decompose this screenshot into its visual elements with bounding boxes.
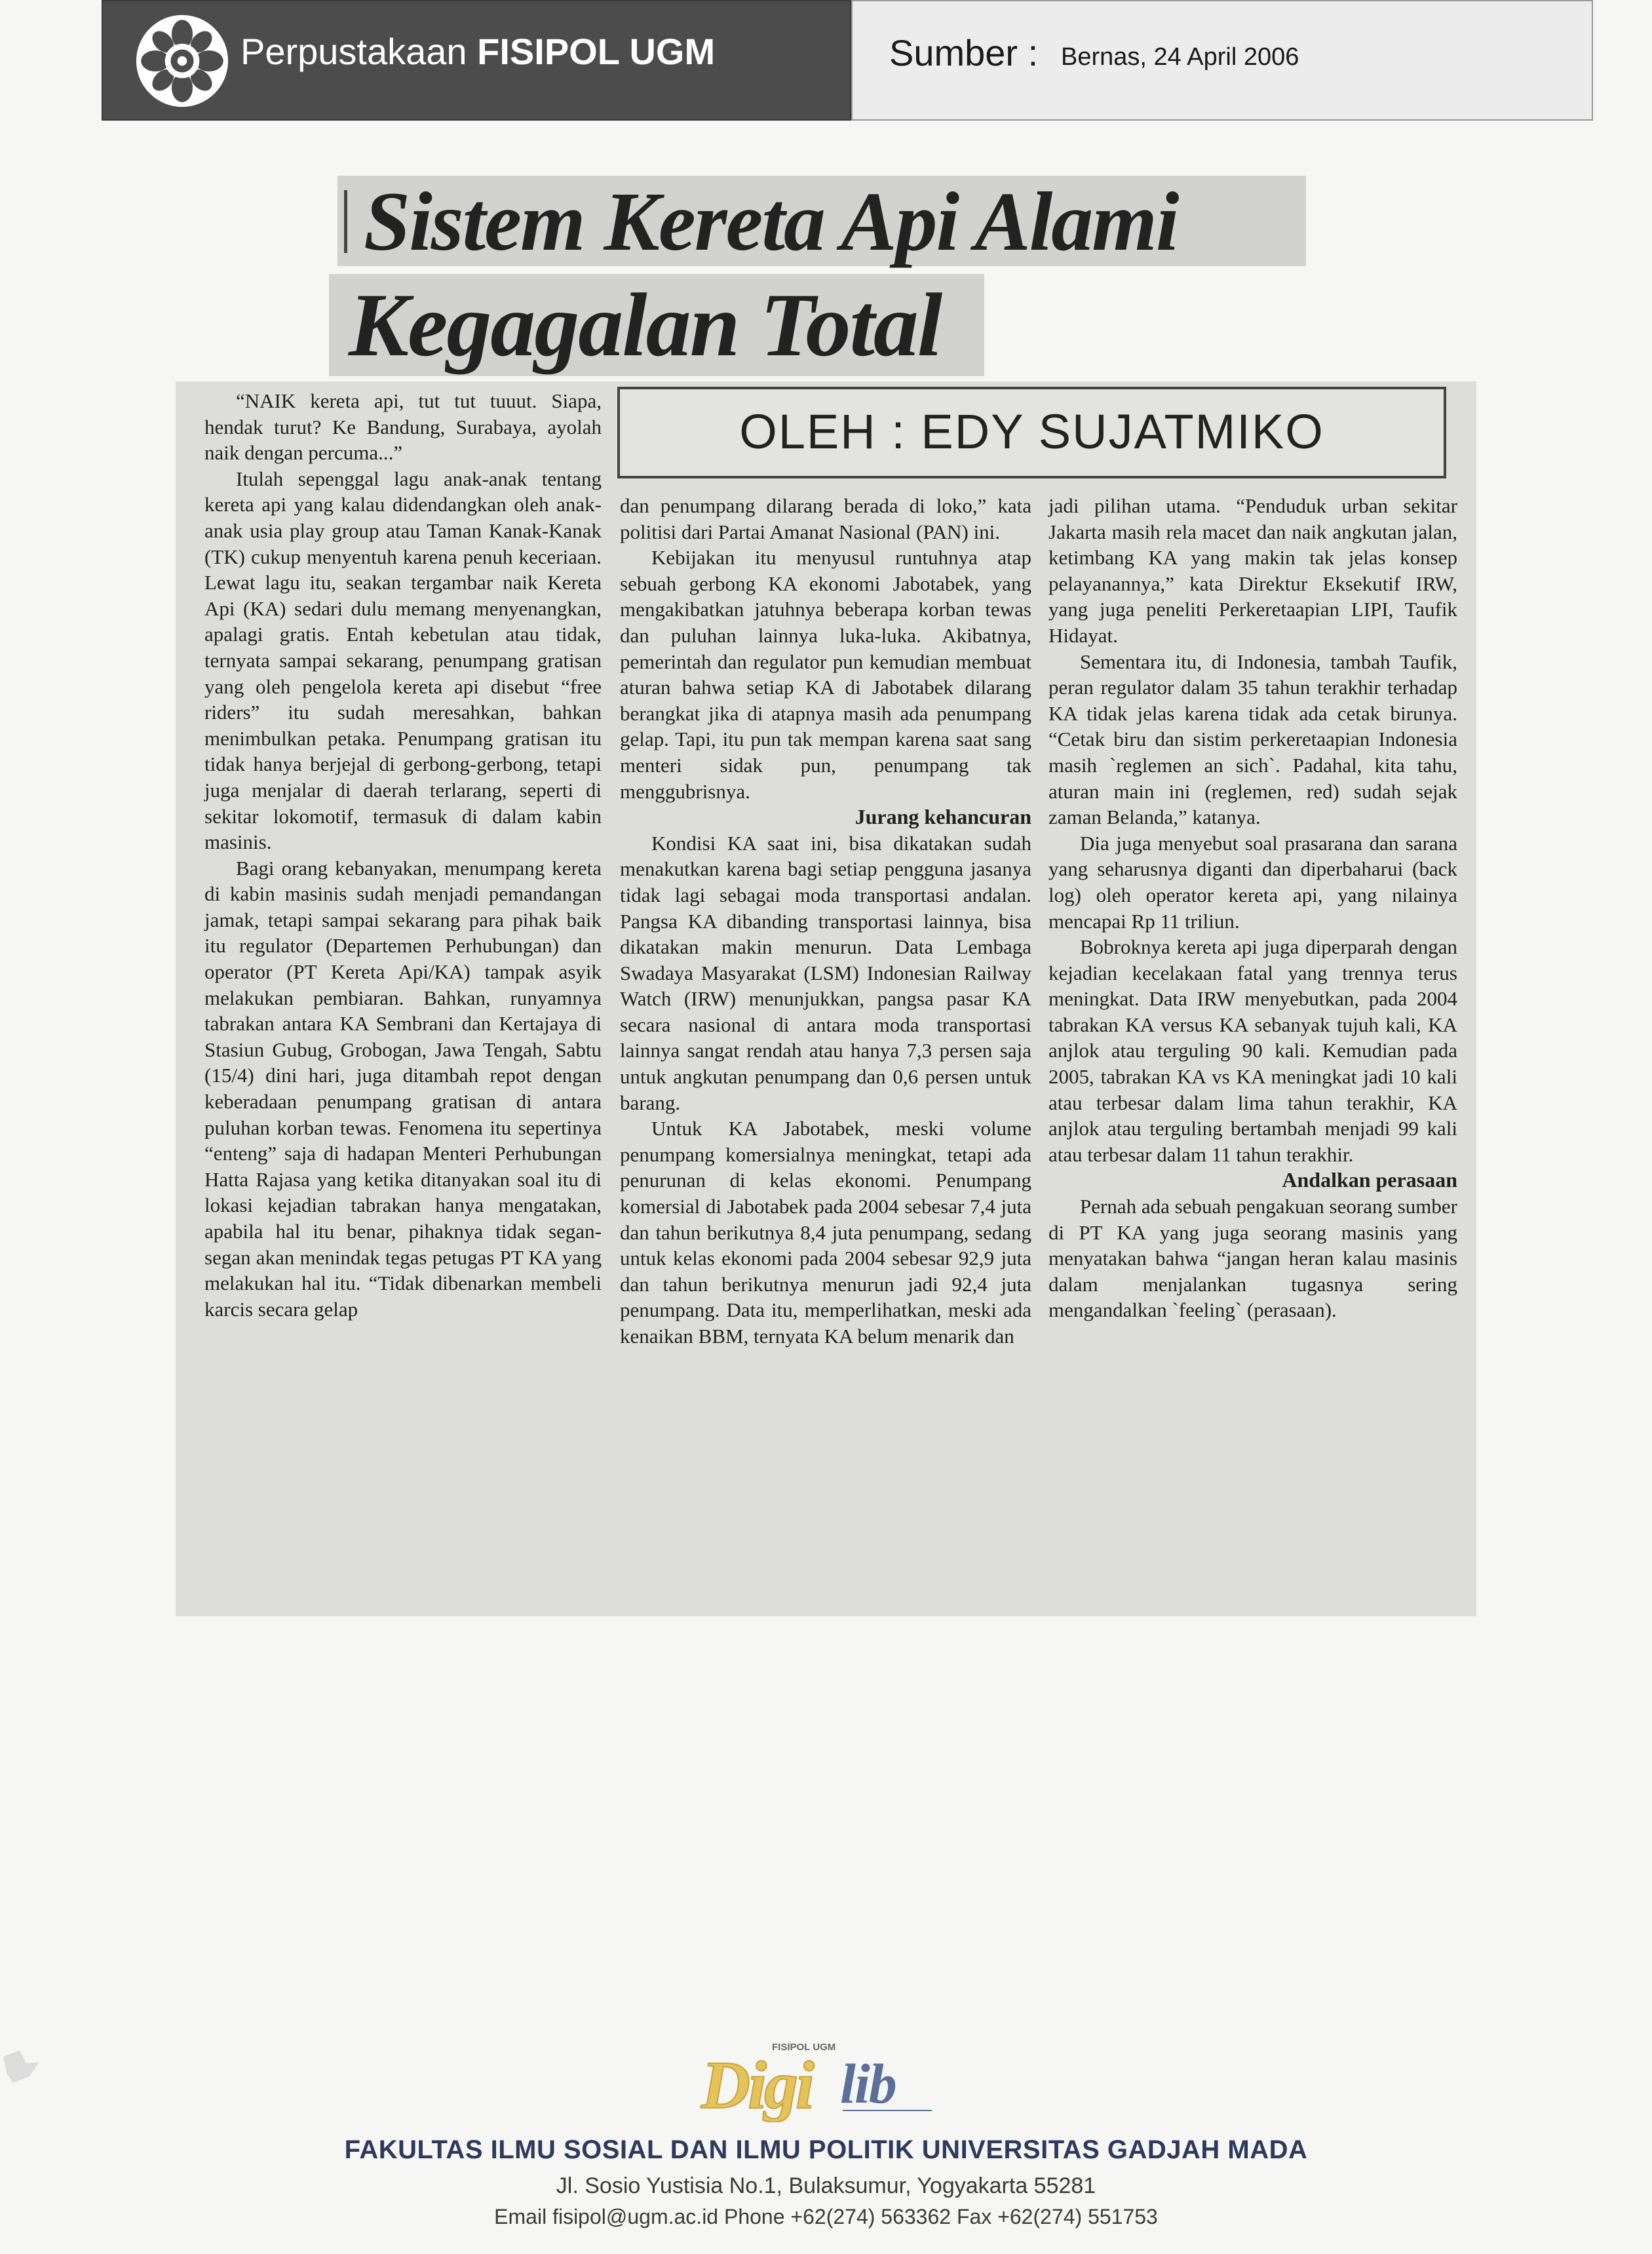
paragraph: “NAIK kereta api, tut tut tuuut. Siapa, hendak turut? Ke Bandung, Surabaya, ayolah naik dengan percuma...”	[204, 389, 602, 465]
paragraph: Bagi orang kebanyakan, menumpang kereta di kabin masinis sudah menjadi pemandangan jamak, tetapi sampai sekarang para pihak baik itu regulator (Departemen Perhubungan) dan operator (PT Kereta Api/KA) tampak asyik melakukan pembiaran. Bahkan, runyamnya tabrakan antara KA Sembrani dan Kertajaya di Stasiun Gubug, Grobogan, Jawa Tengah, Sabtu (15/4) dini hari, juga ditambah repot dengan keberadaan penumpang gratisan di antara puluhan korban tewas. Fenomena itu sepertinya “enteng” saja di hadapan Menteri Perhubungan Hatta Rajasa yang ketika ditanyakan soal itu di lokasi kejadian tabrakan hanya mengatakan, apabila hal itu benar, pihaknya tidak segan-segan akan menindak tegas petugas PT KA yang melakukan hal itu. “Tidak dibenarkan membeli karcis secara gelap	[204, 856, 602, 1321]
headline-line-2: Kegagalan Total	[349, 275, 942, 375]
article-column-1	[204, 388, 602, 1322]
library-name	[240, 30, 715, 73]
paragraph: Untuk KA Jabotabek, meski volume penumpang komersialnya meningkat, tetapi ada penurunan di kelas ekonomi. Penumpang komersial di Jabotabek pada 2004 sebesar 7,4 juta dan tahun berikutnya 8,4 juta penumpang, sedang untuk kelas ekonomi pada 2004 sebesar 92,9 juta dan tahun berikutnya menurun jadi 92,4 juta penumpang. Data itu, memperlihatkan, meski ada kenaikan BBM, ternyata KA belum menarik dan	[620, 1117, 1031, 1348]
faculty-address: Jl. Sosio Yustisia No.1, Bulaksumur, Yogyakarta 55281	[556, 2173, 1096, 2198]
ugm-seal-icon	[134, 13, 230, 109]
subheading: Andalkan perasaan	[1282, 1168, 1457, 1192]
paragraph: Itulah sepenggal lagu anak-anak tentang kereta api yang kalau didendangkan oleh anak-anak usia play group atau Taman Kanak-Kanak (TK) cukup menyentuh karena penuh keceriaan. Lewat lagu itu, seakan tergambar naik Kereta Api (KA) sedari dulu memang menyenangkan, apalagi gratis. Entah kebetulan atau tidak, ternyata sampai sekarang, penumpang gratisan yang oleh pengelola kereta api disebut “free riders” itu sudah meresahkan, bahkan menimbulkan petaka. Penumpang gratisan itu tidak hanya berjejal di gerbong-gerbong, tetapi juga menjalar di daerah terlarang, seperti di sekitar lokomotif, termasuk di dalam kabin masinis.	[204, 467, 602, 854]
paragraph: Kebijakan itu menyusul runtuhnya atap sebuah gerbong KA ekonomi Jabotabek, yang mengakibatkan jatuhnya beberapa korban tewas dan puluhan lainnya luka-luka. Akibatnya, pemerintah dan regulator pun kemudian membuat aturan bahwa setiap KA di Jabotabek dilarang berangkat jika di atapnya masih ada penumpang gelap. Tapi, itu pun tak mempan karena saat sang menteri sidak pun, penumpang tak menggubrisnya.	[620, 546, 1031, 803]
source-header	[851, 0, 1593, 121]
digilib-logo	[695, 2037, 944, 2122]
subheading: Jurang kehancuran	[855, 805, 1031, 829]
paragraph: Kondisi KA saat ini, bisa dikatakan sudah menakutkan karena bagi setiap pengguna jasanya tidak lagi sebagai moda transportasi andalan. Pangsa KA dibanding transportasi lainnya, bisa dikatakan makin menurun. Data Lembaga Swadaya Masyarakat (LSM) Indonesian Railway Watch (IRW) menunjukkan, pangsa pasar KA secara nasional di antara moda transportasi lainnya sangat rendah atau hanya 7,3 persen saja untuk angkutan penumpang dan 0,6 persen untuk barang.	[620, 831, 1031, 1114]
paragraph: jadi pilihan utama. “Penduduk urban sekitar Jakarta masih rela macet dan naik angkutan jalan, ketimbang KA yang makin tak jelas konsep pelayanannya,” kata Direktur Eksekutif IRW, yang juga peneliti Perkeretaapian LIPI, Taufik Hidayat.	[1048, 494, 1457, 647]
source-label: Sumber :	[889, 32, 1039, 73]
article-column-3	[1048, 493, 1457, 1323]
scan-smudge	[0, 2044, 46, 2096]
paragraph: Bobroknya kereta api juga diperparah dengan kejadian kecelakaan fatal yang trennya terus meningkat. Data IRW menyebutkan, pada 2004 tabrakan KA versus KA sebanyak tujuh kali, KA anjlok atau terguling 90 kali. Kemudian pada 2005, tabrakan KA vs KA meningkat jadi 10 kali atau terbesar dalam lima tahun terakhir, KA anjlok atau terguling bertambah menjadi 99 kali atau terbesar dalam 11 tahun terakhir.	[1048, 935, 1457, 1166]
library-prefix: Perpustakaan	[240, 31, 467, 72]
faculty-contact: Email fisipol@ugm.ac.id Phone +62(274) 563362 Fax +62(274) 551753	[494, 2205, 1158, 2228]
digilib-logo-lib: lib	[840, 2052, 896, 2115]
faculty-name: FAKULTAS ILMU SOSIAL DAN ILMU POLITIK UNIVERSITAS GADJAH MADA	[344, 2135, 1308, 2164]
article-column-2	[620, 493, 1031, 1350]
byline-box	[617, 387, 1446, 478]
paragraph: Sementara itu, di Indonesia, tambah Taufik, peran regulator dalam 35 tahun terakhir terhadap KA tidak jelas karena tidak ada cetak birunya. “Cetak biru dan sistim perkeretaapian Indonesia masih `reglemen an sich`. Padahal, kita tahu, aturan main ini (reglemen, red) sudah sejak zaman Belanda,” katanya.	[1048, 650, 1457, 829]
paragraph: Pernah ada sebuah pengakuan seorang sumber di PT KA yang juga seorang masinis yang menyatakan bahwa “jangan heran kalau masinis dalam menjalankan tugasnya sering mengandalkan `feeling` (perasaan).	[1048, 1195, 1457, 1322]
library-faculty: FISIPOL UGM	[477, 31, 716, 72]
byline: OLEH : EDY SUJATMIKO	[739, 404, 1324, 459]
library-header	[102, 0, 851, 121]
paragraph: dan penumpang dilarang berada di loko,” kata politisi dari Partai Amanat Nasional (PAN) ini.	[620, 494, 1031, 543]
digilib-logo-digi: Digi	[701, 2048, 812, 2122]
headline-line-1: Sistem Kereta Api Alami	[364, 175, 1178, 268]
digilib-logo-caption: FISIPOL UGM	[772, 2042, 836, 2053]
paragraph: Dia juga menyebut soal prasarana dan sarana yang seharusnya diganti dan diperbaharui (back log) oleh operator kereta api, yang nilainya mencapai Rp 11 triliun.	[1048, 831, 1457, 933]
source-value: Bernas, 24 April 2006	[1061, 43, 1299, 71]
